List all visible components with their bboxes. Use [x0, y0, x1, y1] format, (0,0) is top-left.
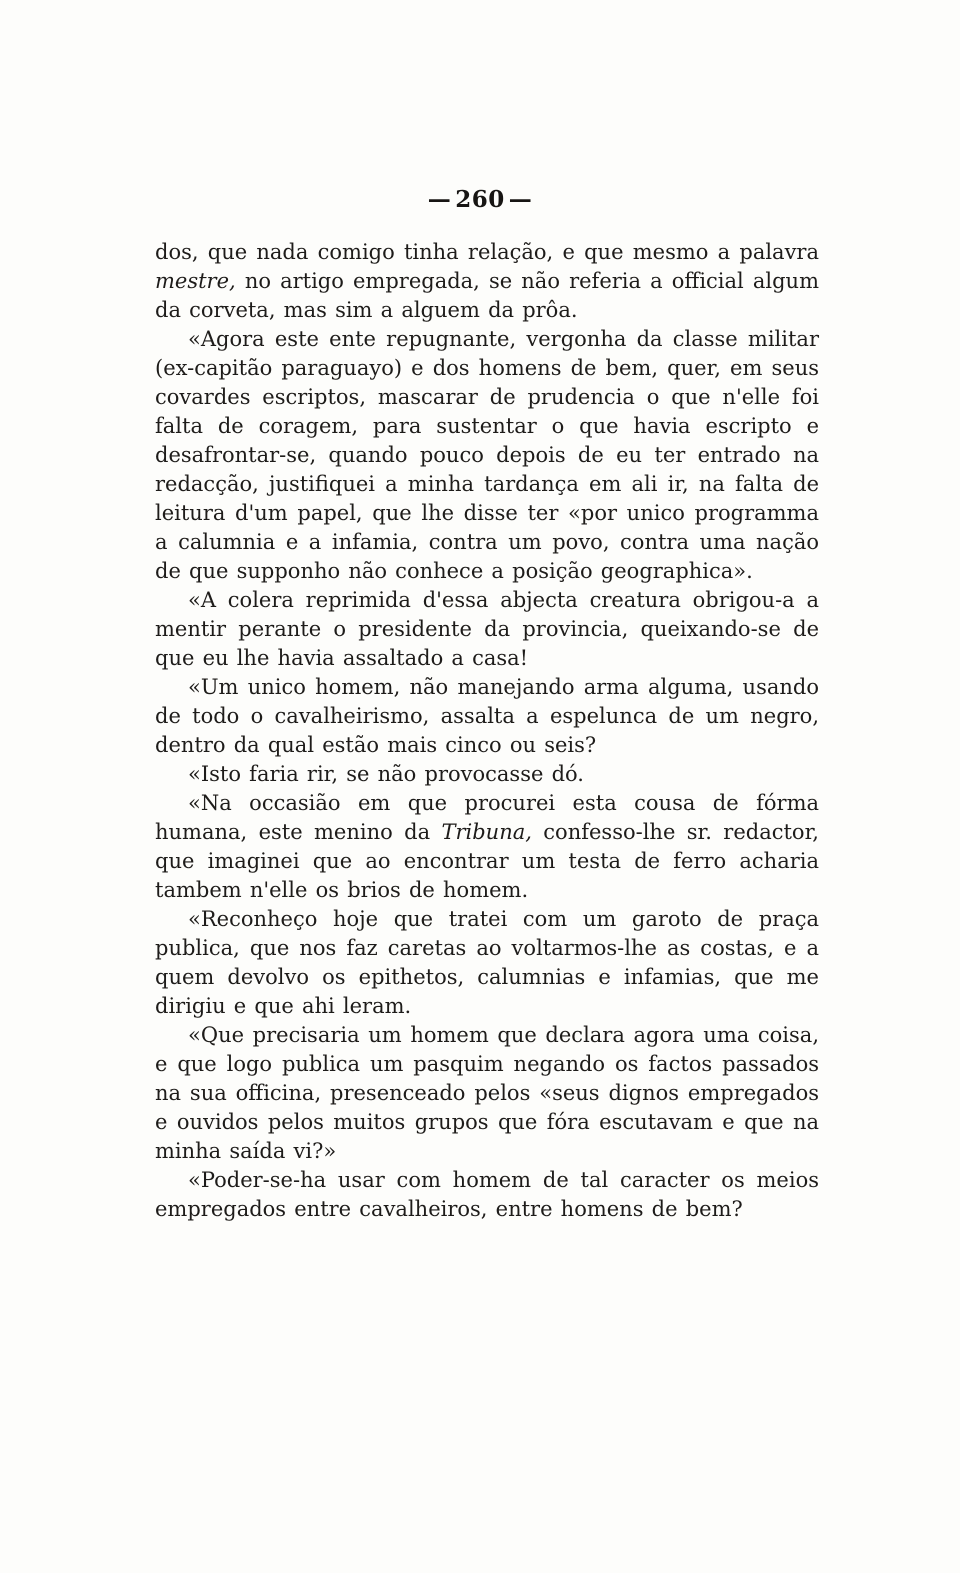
text-run: no artigo empregada, se não referia a official algum da corveta, mas sim a alguem da prôa. — [155, 269, 819, 322]
italic-text-run: mestre, — [155, 269, 236, 293]
paragraph — [155, 789, 819, 905]
text-run: «Um unico homem, não manejando arma alguma, usando de todo o cavalheirismo, assalta a espelunca de um negro, dentro da qual estão mais cinco ou seis? — [155, 675, 819, 757]
text-run: «Poder-se-ha usar com homem de tal caracter os meios empregados entre cavalheiros, entre homens de bem? — [155, 1168, 819, 1221]
paragraph — [155, 673, 819, 760]
paragraph — [155, 760, 819, 789]
text-run: «Agora este ente repugnante, vergonha da classe militar (ex-capitão paraguayo) e dos homens de bem, quer, em seus covardes escriptos, mascarar de prudencia o que n'elle foi falta de coragem, para sustentar o que havia escripto e desafrontar-se, quando pouco depois de eu ter entrado na redacção, justifiquei a minha tardança em ali ir, na falta de leitura d'um papel, que lhe disse ter «por unico programma a calumnia e a infamia, contra um povo, contra uma nação de que supponho não conhece a posição geographica». — [155, 327, 819, 583]
paragraph — [155, 238, 819, 325]
text-run: «Isto faria rir, se não provocasse dó. — [188, 762, 584, 786]
text-run: dos, que nada comigo tinha relação, e que mesmo a palavra — [155, 240, 819, 264]
text-run: confesso-lhe sr. redactor, que imaginei que ao encontrar um testa de ferro acharia tambem n'elle os brios de homem. — [155, 820, 819, 902]
text-run: «Que precisaria um homem que declara agora uma coisa, e que logo publica um pasquim negando os factos passados na sua officina, presenceado pelos «seus dignos empregados e ouvidos pelos muitos grupos que fóra escutavam e que na minha saída vi?» — [155, 1023, 819, 1163]
italic-text-run: Tribuna, — [441, 820, 532, 844]
page-number — [0, 186, 960, 213]
text-run: «A colera reprimida d'essa abjecta creatura obrigou-a a mentir perante o presidente da provincia, queixando-se de que eu lhe havia assaltado a casa! — [155, 588, 819, 670]
page-text — [155, 238, 819, 1224]
paragraph — [155, 325, 819, 586]
paragraph — [155, 586, 819, 673]
text-run: «Reconheço hoje que tratei com um garoto de praça publica, que nos faz caretas ao voltarmos-lhe as costas, e a quem devolvo os epithetos, calumnias e infamias, que me dirigiu e que ahi leram. — [155, 907, 819, 1018]
paragraph — [155, 1021, 819, 1166]
page-number-dash-right: — — [508, 186, 533, 213]
text-run: «Na occasião em que procurei esta cousa de fórma humana, este menino da — [155, 791, 819, 844]
page-number-dash-left: — — [427, 186, 452, 213]
paragraph — [155, 1166, 819, 1224]
paragraph — [155, 905, 819, 1021]
page-number-value: 260 — [455, 186, 505, 213]
